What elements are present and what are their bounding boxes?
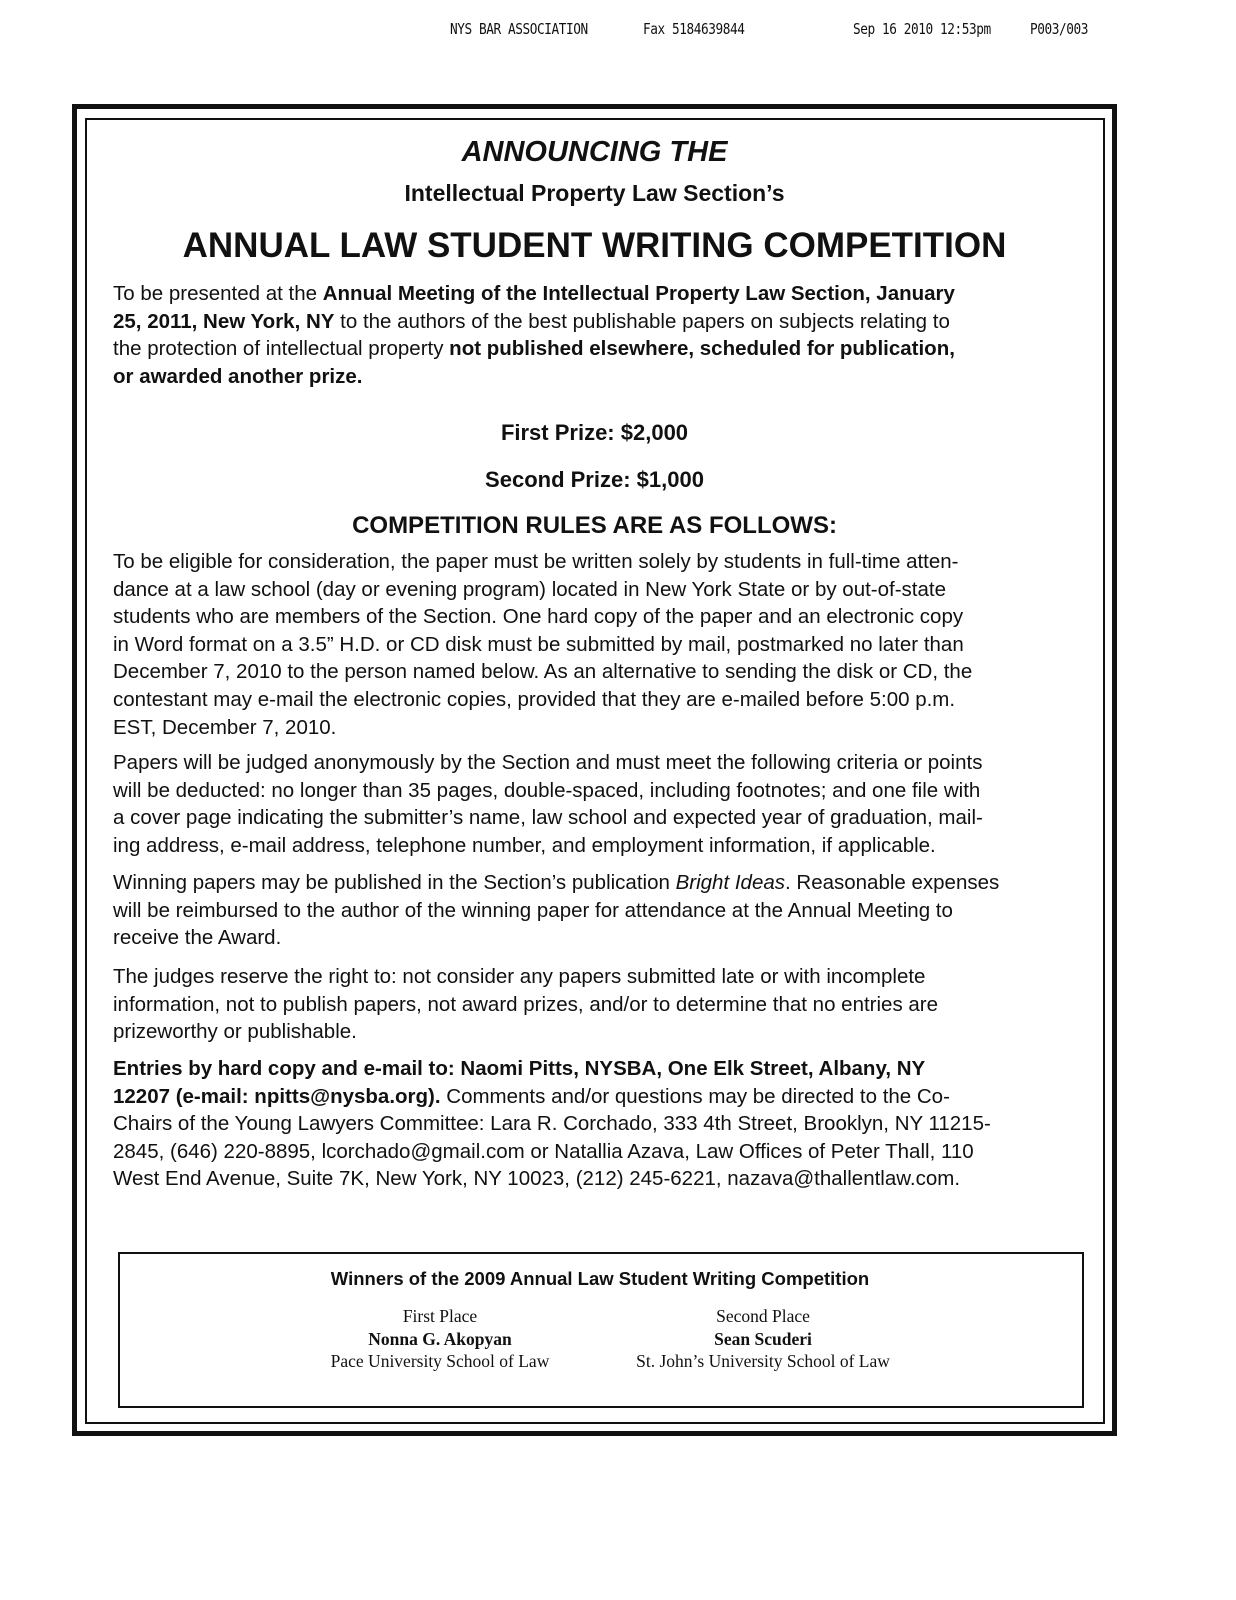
text-line <box>113 777 983 805</box>
text-segment: . Reasonable expenses <box>785 871 1000 894</box>
text-line <box>113 1083 991 1111</box>
fax-datetime: Sep 16 2010 12:53pm <box>853 20 991 38</box>
text-line <box>113 897 999 925</box>
text-line <box>113 1165 991 1193</box>
text-segment: 2845, (646) 220-8895, lcorchado@gmail.com or Natallia Azava, Law Offices of Peter Thall, 110 <box>113 1139 974 1163</box>
text-line <box>113 1138 991 1166</box>
text-line <box>113 603 972 631</box>
text-line <box>113 924 999 952</box>
winner-school: St. John’s University School of Law <box>636 1351 890 1371</box>
text-segment: in Word format on a 3.5” H.D. or CD disk must be submitted by mail, postmarked no later than <box>113 632 964 656</box>
text-segment: December 7, 2010 to the person named below. As an alternative to sending the disk or CD, the <box>113 660 973 684</box>
text-line <box>113 576 972 604</box>
first-prize: First Prize: $2,000 <box>500 420 689 445</box>
text-line <box>113 686 972 714</box>
winner-first <box>290 1305 590 1373</box>
text-line <box>113 280 955 308</box>
announcing-heading: ANNOUNCING THE <box>461 136 728 168</box>
winner-name: Nonna G. Akopyan <box>368 1328 512 1349</box>
text-segment: contestant may e-mail the electronic copies, provided that they are e-mailed before 5:00 p.m. <box>113 687 956 711</box>
rules-paragraph-contacts <box>113 1055 991 1193</box>
text-segment: ing address, e-mail address, telephone number, and employment information, if applicable. <box>113 833 936 857</box>
intro-paragraph <box>113 280 955 390</box>
text-line <box>113 631 972 659</box>
text-line <box>113 869 999 897</box>
text-segment: Entries by hard copy and e-mail to: Naomi Pitts, NYSBA, One Elk Street, Albany, NY <box>113 1057 926 1080</box>
text-line <box>113 548 972 576</box>
text-segment: prizeworthy or publishable. <box>113 1020 357 1044</box>
text-line <box>113 1055 991 1083</box>
text-segment: EST, December 7, 2010. <box>113 715 337 739</box>
text-segment: dance at a law school (day or evening program) located in New York State or by out-of-state <box>113 577 946 601</box>
text-line <box>113 963 938 991</box>
rules-heading: COMPETITION RULES ARE AS FOLLOWS: <box>352 512 837 539</box>
rules-paragraph-judging <box>113 749 983 859</box>
section-heading: Intellectual Property Law Section’s <box>404 180 785 206</box>
fax-page: P003/003 <box>1030 20 1089 38</box>
rules-paragraph-eligibility <box>113 548 972 741</box>
text-segment: The judges reserve the right to: not consider any papers submitted late or with incomplete <box>113 965 926 988</box>
winners-title: Winners of the 2009 Annual Law Student Writing Competition <box>330 1268 870 1289</box>
text-segment: Chairs of the Young Lawyers Committee: Lara R. Corchado, 333 4th Street, Brooklyn, NY 11215- <box>113 1112 991 1136</box>
text-line <box>113 335 955 363</box>
text-line <box>113 832 983 860</box>
text-segment: Bright Ideas <box>675 871 785 894</box>
text-line <box>113 714 972 742</box>
text-line <box>113 749 983 777</box>
winner-place: First Place <box>402 1306 478 1326</box>
text-segment: Annual Meeting of the Intellectual Property Law Section, January <box>322 282 955 305</box>
text-line <box>113 804 983 832</box>
text-segment: To be presented at the <box>113 282 323 305</box>
text-segment: 12207 (e-mail: npitts@nysba.org). <box>113 1084 441 1108</box>
text-line <box>113 1110 991 1138</box>
winner-second <box>613 1305 913 1373</box>
rules-paragraph-publication <box>113 869 999 952</box>
fax-sender: NYS BAR ASSOCIATION <box>450 20 588 38</box>
text-line <box>113 1018 938 1046</box>
text-segment: a cover page indicating the submitter’s name, law school and expected year of graduation, mail- <box>113 806 983 830</box>
page-title: ANNUAL LAW STUDENT WRITING COMPETITION <box>182 226 1007 265</box>
text-segment: the protection of intellectual property <box>113 337 450 361</box>
text-segment: or awarded another prize. <box>113 364 363 388</box>
winner-school: Pace University School of Law <box>330 1351 550 1371</box>
text-segment: receive the Award. <box>113 926 282 950</box>
text-segment: 25, 2011, New York, NY <box>113 309 335 333</box>
text-segment: information, not to publish papers, not award prizes, and/or to determine that no entries are <box>113 992 939 1016</box>
winner-name: Sean Scuderi <box>714 1328 812 1349</box>
text-segment: will be deducted: no longer than 35 pages, double-spaced, including footnotes; and one file with <box>113 778 981 802</box>
text-line <box>113 308 955 336</box>
text-line <box>113 991 938 1019</box>
text-segment: Comments and/or questions may be directed to the Co- <box>440 1084 950 1108</box>
text-segment: will be reimbursed to the author of the winning paper for attendance at the Annual Meeting to <box>113 898 953 922</box>
fax-number: Fax 5184639844 <box>643 20 745 38</box>
text-segment: West End Avenue, Suite 7K, New York, NY 10023, (212) 245-6221, nazava@thallentlaw.com. <box>113 1167 961 1191</box>
winner-place: Second Place <box>716 1306 810 1326</box>
text-segment: to the authors of the best publishable papers on subjects relating to <box>334 309 950 333</box>
text-segment: Papers will be judged anonymously by the Section and must meet the following criteria or points <box>113 751 983 774</box>
text-line <box>113 363 955 391</box>
text-segment: students who are members of the Section. One hard copy of the paper and an electronic copy <box>113 605 964 629</box>
text-segment: To be eligible for consideration, the paper must be written solely by students in full-time atten- <box>113 550 959 573</box>
rules-paragraph-reservation <box>113 963 938 1046</box>
text-segment: not published elsewhere, scheduled for publication, <box>449 337 955 361</box>
second-prize: Second Prize: $1,000 <box>485 467 704 492</box>
text-segment: Winning papers may be published in the Section’s publication <box>113 871 676 894</box>
text-line <box>113 658 972 686</box>
